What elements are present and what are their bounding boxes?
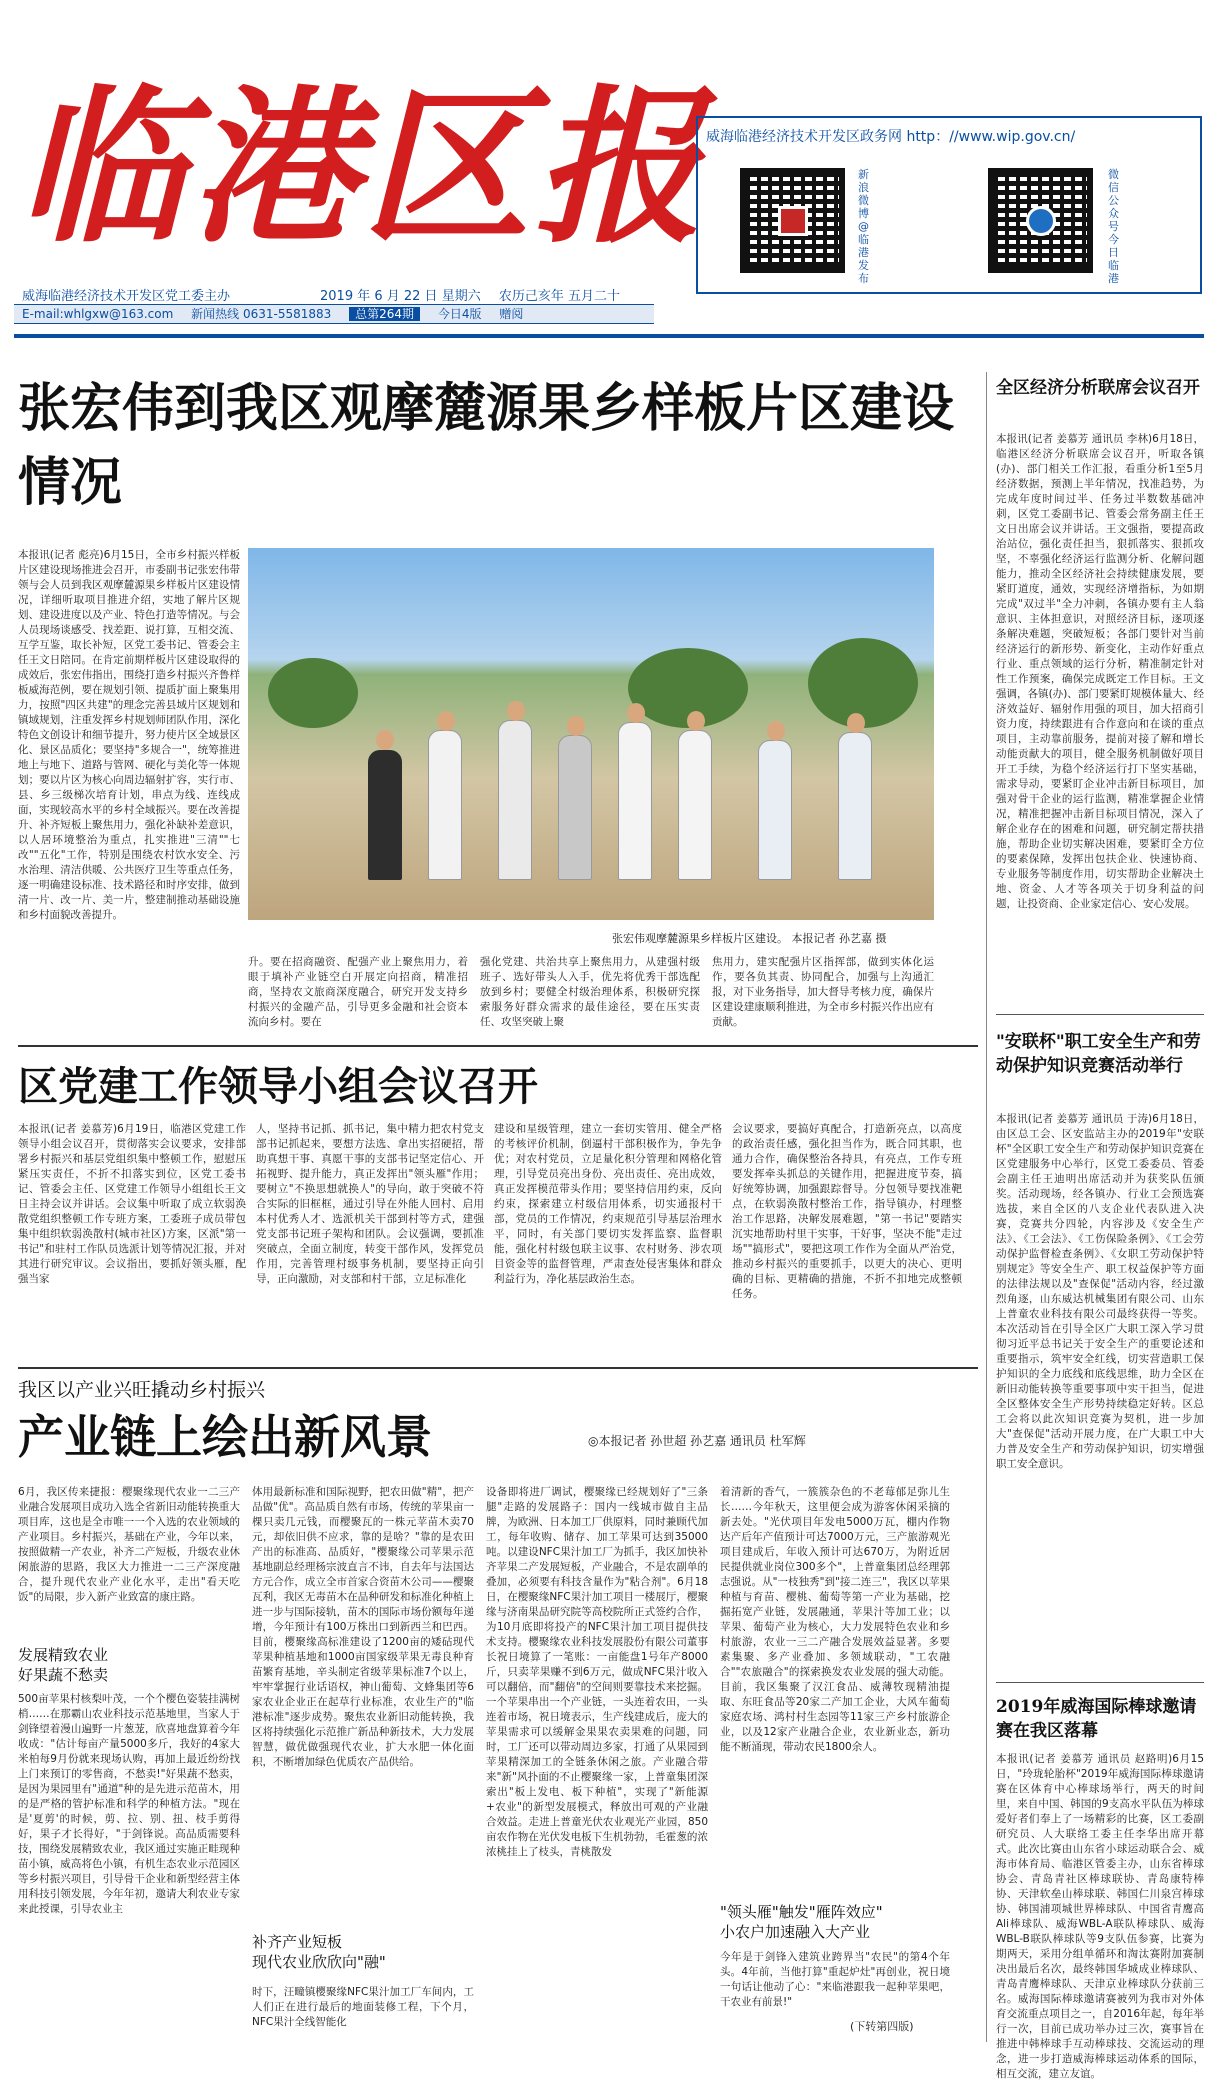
weibo-qr-label: 新浪微博@临港发布: [858, 168, 869, 285]
third-byline: ◎本报记者 孙世超 孙艺嘉 通讯员 杜军辉: [588, 1434, 806, 1448]
weibo-qr-code[interactable]: [740, 168, 845, 273]
qr-panel: [696, 116, 1202, 294]
issue-number: 总第264期: [349, 307, 420, 321]
column-divider: [986, 372, 987, 2042]
second-headline[interactable]: 区党建工作领导小组会议召开: [18, 1063, 538, 1110]
person-figure: [428, 730, 462, 880]
third-body-col2-bottom: 时下，汪疃镇樱聚缘NFC果汁加工厂车间内，工人们正在进行最后的地面装修工程，下个月，NFC果汁全线智能化: [252, 1986, 474, 2028]
masthead-divider: [14, 334, 1204, 338]
third-body-col1-top: 6月，我区传来捷报：樱聚缘现代农业一二三产业融合发展项目成功入选全省新旧动能转换重大项目库，这也是全市唯一一个入选的农业领域的产业项目。乡村振兴，基础在产业，今年以来，按照做精一产农业，补齐二产短板，升级农业休闲旅游的思路，我区大力推进一二三产深度融合，提升现代农业产业化水平，走出"看天吃饭"的局限，步入新产业致富的康庄路。: [18, 1486, 240, 1603]
contact-bar: [14, 304, 654, 324]
lead-headline[interactable]: 张宏伟到我区观摩麓源果乡样板片区建设情况: [18, 378, 955, 513]
issue-info: [320, 285, 634, 304]
person-figure: [558, 735, 592, 880]
person-figure: [368, 750, 402, 880]
brief-divider: [996, 1682, 1204, 1683]
photo-caption: 张宏伟观摩麓源果乡样板片区建设。 本报记者 孙艺嘉 摄: [612, 932, 887, 945]
person-figure: [678, 730, 712, 880]
tree-shape: [808, 638, 918, 728]
second-body-col3: 建设和星级管理，建立一套切实管用、健全严格的考核评价机制，倒逼村干部积极作为，争先争优；对农村党员，立足量化积分管理和网格化管理，引导党员亮出身份、亮出责任、亮出成效，真正发挥模范带头作用；要坚持信用约束，反向约束，探索建立村级信用体系，切实通报村干部，党员的工作情况，约束规范引导基层治理水平，同时，有关部门要切实发挥监察、监督职能，强化村村级包联主议事、农村财务、涉农项目资金等的监督管理，严肃查处侵害集体和群众利益行为，净化基层政治生态。: [494, 1123, 722, 1285]
page-count: 今日4版: [437, 307, 482, 321]
price-text: 赠阅: [499, 307, 524, 321]
section-divider: [18, 1367, 978, 1369]
wechat-qr-code[interactable]: [988, 168, 1093, 273]
brief-3-headline[interactable]: 2019年威海国际棒球邀请赛在我区落幕: [996, 1697, 1197, 1741]
third-subhead-1: 发展精致农业 好果蔬不愁卖: [18, 1646, 109, 1684]
publisher-org: 威海临港经济技术开发区党工委主办: [22, 289, 231, 304]
third-subhead-2: 补齐产业短板 现代农业欣欣向"融": [252, 1933, 386, 1971]
second-body-col2: 人，坚持书记抓、抓书记，集中精力把农村党支部书记抓起来，要想方法选、拿出实招硬招，帮助真想干事、真愿干事的支部书记坚定信心、开拓视野、提升能力，真正发挥出"领头雁"作用；要树立"不换思想就换人"的导向，敢于突破不符合实际的旧框框，通过引导在外能人回村、启用本村优秀人才、选派机关干部到村等方式，建强党支部书记班子架构和团队。会议强调，要抓准突破点，全面立制度，转变干部作风，发挥党员作用，完善管理村级事务机制，要坚持正向引导，正向激励，对支部和村干部，立足标准化: [256, 1123, 484, 1285]
person-figure: [498, 720, 532, 880]
lead-body-col3: 强化党建、共治共享上聚焦用力，从建强村级班子、选好带头人入手，优先将优秀干部选配放到乡村；要健全村级治理体系，积极研究探索服务好群众需求的最佳途径，要在压实责任、攻坚突破上聚: [480, 956, 700, 1028]
second-body-col4: 会议要求，要搞好真配合，打造新亮点，以高度的政治责任感，强化担当作为，既合同其职，也通力合作，确保整治各持具，有亮点，工作专班要发挥牵头抓总的关键作用，把握进度节奏，搞好统筹协调，加强跟踪督导。分包领导要找准靶点，在软弱涣散村整治工作，指导镇办，村理整治工作思路，决解发展难题，"第一书记"要踏实沉实地帮助村里干实事，干好事，坚决不能"走过场""搞形式"，要把这项工作作为全面从严治党，推动乡村振兴的重要抓手，以更大的决心、更明确的目标、更精确的措施，不折不扣地完成整顿任务。: [732, 1123, 962, 1300]
person-figure: [758, 740, 792, 880]
hotline-text: 新闻热线 0631-5581883: [191, 307, 332, 321]
brief-3-body: 本报讯(记者 姜慕芳 通讯员 赵路明)6月15日，"玲珑轮胎杯"2019年威海国际棒球邀请赛在区体育中心棒球场举行，两天的时间里，来自中国、韩国的9支高水平队伍为棒球爱好者们奉上了一场精彩的比赛，区工委副研究员、人大联络工委主任李华出席开幕式。此次比赛由山东省小球运动联合会、威海市体育局、临港区管委主办，山东省棒球协会、青岛青社区棒球联协、青岛康特棒协、天津软垒山棒球联、韩国仁川泉宫棒球协、韩国浦项城世界棒球队、中国省青鹰高Ali棒球队、威海WBL-A联队棒球队、威海WBL-B联队棒球队等9支队伍参赛，比赛为期两天，采用分组单循环和淘汰赛附加赛制决出最后名次，最终韩国华城成业棒球队、青岛青鹰棒球队、天津京业棒球队分获前三名。威海国际棒球邀请赛被列为我市对外体育交流重点项目之一，自2016年起，每年举行一次，目前已成功举办过三次，赛事旨在推进中韩棒球手互动棒球技、交流运动的理念，进一步打造威海棒球运动体系的国际，相互交流，建立友谊。: [996, 1753, 1204, 2080]
third-kicker: 我区以产业兴旺撬动乡村振兴: [18, 1379, 266, 1401]
issue-date: 2019 年 6 月 22 日 星期六: [320, 289, 481, 304]
tree-shape: [268, 658, 358, 728]
newspaper-title: 临港区报: [18, 68, 706, 266]
masthead: [0, 0, 1217, 345]
right-column: [996, 372, 1204, 2080]
person-figure: [618, 722, 652, 880]
third-subhead-3: "领头雁"触发"雁阵效应" 小农户加速融入大产业: [720, 1903, 883, 1941]
lead-body-col2: 升。要在招商融资、配强产业上聚焦用力，着眼于填补产业链空白开展定向招商，精准招商，坚持农文旅商深度融合，研究开发支持乡村振兴的金融产品，引导更多金融和社会资本流向乡村。要在: [248, 956, 468, 1028]
section-divider: [18, 1045, 978, 1047]
third-body-col4-top: 着清新的香气，一簇簇杂色的不老莓郁足弥儿生长……今年秋天，这里便会成为游客休闲采摘的新去处。"光伏项目年发电5000万瓦，棚内作物达产后年产值预计可达7000万元，三产旅游观光项目建成后，年收入预计可达670万，为附近居民提供就业岗位300多个"，上普童集团总经理郭志强说。从"一枝独秀"到"接二连三"，我区以苹果种植与育苗、樱桃、葡萄等第一产业为基础，挖掘拓宽产业链，发展融通，苹果汁等加工业；以苹果、葡萄产业为核心，大力发展特色农业和乡村旅游，农业一三二产融合发展效益显著。多要素集聚、多产业叠加、多领域联动，"工农融合""农旅融合"的探索换发农业发展的强大动能。目前，我区集聚了汉江食品、威薄牧现精油提取、东旺食品等20家二产加工企业，大风车葡萄家庭农场、鸿村村生态园等11家三产乡村旅游企业，以及12家产业融合企业，农业新业态，新功能不断涌现，带动农民1800余人。: [720, 1486, 950, 1753]
third-body-col3: 设备即将进厂调试，樱聚缘已经规划好了"三条腿"走路的发展路子：国内一线城市做自主品牌，为欧洲、日本加工厂供原料，同时兼顾代加工，每年收购、储存、加工苹果可达到35000吨。以建设NFC果汁加工厂为抓手，我区加快补齐苹果二产发展短板，产业融合，不是农副单的叠加，必须要有科技含量作为"粘合剂"。6月18日，在樱聚缘NFC果汁加工项目一楼展厅，樱聚缘与济南果品研究院等高校院所正式签约合作，为10月底即将投产的NFC果汁加工项目提供技术支持。樱聚缘农业科技发展股份有限公司董事长祝日境算了一笔账：一亩能盘1号年产8000斤，只卖苹果赚不到6万元，做成NFC果汁收入可以翻倍，而"翻倍"的空间则要靠技术来挖掘。一个苹果串出一个产业链，一头连着农田，一头连着市场，祝日境表示，生产线建成后，庞大的苹果需求可以缓解金果果农卖果难的问题，同时，工厂还可以带动周边多家，打通了从果园到苹果精深加工的全链条休闲之旅。产业融合带来"新"风扑面的不止樱聚缘一家，上普童集团深索出"板上发电、板下种植"，实现了"新能源+农业"的新型发展模式，释放出可观的产业融合效益。走进上普童光伏农业观光产业园，850亩农作物在光伏发电板下生机勃勃，毛霍葱的浓浓桃挂上了枝头，青桃散发: [486, 1486, 708, 1858]
email-text: E-mail:whlgxw@163.com: [22, 307, 174, 321]
brief-1-headline[interactable]: 全区经济分析联席会议召开: [996, 378, 1200, 398]
lead-body-col4: 焦用力，建实配强片区指挥部，做到实体化运作，要各负其责、协同配合，加强与上沟通汇报，对下业务指导，加大督导考核力度，确保片区建设建康顺利推进，为全市乡村振兴作出应有贡献。: [712, 956, 934, 1028]
qr-logo-icon: [1026, 206, 1056, 236]
third-body-col2: 体用最新标准和国际视野，把农田做"精"，把产品做"优"。高品质自然有市场，传统的苹果亩一棵只卖几元钱，而樱聚瓦的一株元苹苗木卖70元，却依旧供不应求，靠的是啥？"靠的是农田产出的标准高、品质好，"樱聚缘公司苹果示范基地副总经理杨宗波直言不讳，自去年与法国达方元合作，成立全市首家合资苗木公司——樱聚瓦利，我区无毒苗木在品种研发和标准化种植上进一步与国际接轨，苗木的国际市场份额每年递增，今年预计有100万株出口到新西兰和巴西。目前，樱聚缘高标准建设了1200亩的矮砧现代苹果种植基地和1000亩国家级苹果无毒良种育苗繁育基地，辛头制定省级苹果标准7个以上，牢牢掌握行业话语权，神山葡萄、文蜂集团等6家农业企业正在起草行业标准，农业生产的"临港标准"逐步成势。聚焦农业新旧动能转换，我区将持续强化示范推广新品种新技术，大力发展智慧，做优做强现代农业，扩大水肥一体化面积，不断增加绿色优质农产品供给。: [252, 1486, 474, 1768]
lead-photo[interactable]: [248, 548, 934, 920]
third-body-col4-bottom: 今年是于剑锋入建筑业跨界当"农民"的第4个年头。4年前，当他打算"重起炉灶"再创业，祝日境一句话让他动了心："来临港跟我一起种苹果吧，干农业有前景!": [720, 1951, 950, 2008]
lunar-date: 农历己亥年 五月二十: [498, 289, 620, 304]
brief-2-body: 本报讯(记者 姜慕芳 通讯员 于涛)6月18日，由区总工会、区安监站主办的2019年"安联杯"全区职工安全生产和劳动保护知识竞赛在区党建服务中心举行，区党工委委员、管委会副主任王迪明出席活动并为获奖队伍颁奖。活动现场，经各镇办、行业工会预选赛选拔，来自全区的八支企业代表队进入决赛，竞赛共分四轮，内容涉及《安全生产法》、《工会法》、《工伤保险条例》、《工会劳动保护监督检查条例》、《女职工劳动保护特别规定》等安全生产、职工权益保护等方面的法律法规以及"查保促"活动内容，经过激烈角逐，山东威达机械集团有限公司、山东上普童农业科技有限公司最终获得一等奖。本次活动旨在引导全区广大职工深入学习贯彻习近平总书记关于安全生产的重要论述和重要指示，筑牢安全红线，切实营造职工保护知识的全力底线和底线思维，助力全区在新旧动能转换等重要事项中实干担当，促进全区整体安全生产形势持续稳定好转。区总工会将以此次知识竞赛为契机，进一步加大"查保促"活动开展力度，在广大职工中大力普及安全生产和劳动保护知识，切实增强职工安全意识。: [996, 1113, 1204, 1470]
person-figure: [838, 732, 872, 880]
third-body-col1-bottom: 500亩苹果村核梨叶茂，一个个樱色姿装挂满树梢……在那霸山农业科技示范基地里，当家人于剑锋望着漫山遍野一片葱茏，欣喜地盘算着今年收成："估计每亩产量5000多斤，我好的4家大米柏每9月份就来现场认购，再加上最近纷纷找上门来预订的零售商，不愁卖!"好果蔬不愁卖，是因为果园里有"通道"种的是先进示范苗木，用的是严格的管护标准和科学的种植方法。"现在是'夏剪'的时候，剪、拉、别、扭、枝手剪得好，果子才长得好，"于剑锋说。高品质需要科技，围绕发展精致农业，我区通过实施正畦现种苗小镇，威高将色小镇，有机生态农业示范园区等乡村振兴项目，引导骨干企业和新型经营主体用科技引领发展，今年年初，邀请大利农业专家来此授课，引导农业主: [18, 1693, 240, 1915]
lead-body-col1: 本报讯(记者 彪亮)6月15日，全市乡村振兴样板片区建设现场推进会召开，市委副书记张宏伟带领与会人员到我区观摩麓源果乡样板片区建设情况，详细听取项目推进介绍，实地了解片区规划、建设进度以及产业、特色打造等情况。与会人员现场谈感受、找差距、说打算，互相交流、互学互鉴，取长补短，区党工委书记、管委会主任王文日陪同。在肯定前期样板片区建设取得的成效后，张宏伟指出，围绕打造乡村振兴齐鲁样板威海范例，要在规划引领、提质扩面上聚集用力，按照"四区共建"的理念完善县域片区规划和镇域规划，注重发挥乡村规划师团队作用，深化特色文创设计和细节提升，努力使片区全域景区化、景区品质化；要坚持"多规合一"，统筹推进地上与地下、道路与管网、硬化与美化等一体规划；要以片区为核心向周边辐射扩容，实行市、县、乡三级梯次培育计划，串点为线、连线成面，实现较高水平的乡村全域振兴。要在改善提升、补齐短板上聚焦用力，强化补缺补差意识，以人居环境整治为重点，扎实推进"三清""七改""五化"工作，特别是围绕农村饮水安全、污水治理、清洁供暖、公共医疗卫生等重点任务，逐一明确建设标准、技术路径和时序安排，做到清一片、改一片、美一片，整建制推动基础设施和乡村面貌改善提升。: [18, 549, 240, 921]
wechat-qr-label: 微信公众号今日临港: [1108, 168, 1119, 285]
brief-divider: [996, 1014, 1204, 1015]
brief-1-body: 本报讯(记者 姜慕芳 通讯员 李林)6月18日，临港区经济分析联席会议召开，听取各镇(办)、部门相关工作汇报，看重分析1至5月经济数据，预测上半年情况，找准趋势，为完成年度时间过半、任务过半数数基础冲刺，区党工委副书记、管委会常务副主任王文日出席会议并讲话。王文强指，要提高政治站位，强化责任担当，狠抓落实、狠抓攻坚，不辜强化经济运行监测分析、化解问题能力，推动全区经济社会持续健康发展，要紧盯道度，通效，实现经济增指标，为如期完成"双过半"全力冲刺，各镇办要有主人翁意识、主体担意识，对照经济目标，逐项逐条解决难题，突破短板；各部门要针对当前经济运行的新形势、新变化，主动作好重点行业、重点领域的运行分析，精准制定针对性工作预案，确保完成既定工作目标。王文强调，各镇(办)、部门要紧盯规模体量大、经济效益好、辐射作用强的项目，加大招商引资力度，持续跟进有合作意向和在谈的重点项目，主动靠前服务，提前对接了解和增长动能贡献大的项目，健全服务机制做好项目开工手续，为稳个经济运行打下坚实基础，需求导动，要紧盯企业冲击新目标项目，加强对骨干企业的运行监测，精准掌握企业情况，精准把握冲击新目标项目情况，深入了解企业存在的困难和问题，研究制定帮扶措施，帮助企业切实解决困难，要紧盯全方位的要素保障，发挥出包扶企业、快速协商、专业服务等制度作用，切实帮助企业解决土地、资金、人才等各项关于切身利益的问题，让投资商、企业家定信心、安心发展。: [996, 433, 1204, 910]
brief-2-headline[interactable]: "安联杯"职工安全生产和劳动保护知识竞赛活动举行: [996, 1032, 1201, 1076]
continued-note: (下转第四版): [850, 2020, 914, 2033]
third-headline[interactable]: 产业链上绘出新风景: [18, 1410, 432, 1464]
portal-url[interactable]: 威海临港经济技术开发区政务网 http：//www.wip.gov.cn/: [706, 129, 1076, 145]
qr-logo-icon: [778, 206, 808, 236]
second-body-col1: 本报讯(记者 姜慕芳)6月19日，临港区党建工作领导小组会议召开，贯彻落实会议要求，安排部署乡村振兴和基层党组织集中整顿工作，慰慰压紧压实责任，不折不扣落实到位，区党工委书记、管委会主任、区党建工作领导小组组长王文日主持会议并讲话。会议集中听取了成立软弱涣散党组织整顿工作专班方案，工委班子成员带包集中组织软弱涣散村(城市社区)方案，区派"第一书记"和驻村工作队员选派计划等情况汇报，并对其进行研究审议。会议指出，要抓好领头雁，配强当家: [18, 1123, 246, 1285]
